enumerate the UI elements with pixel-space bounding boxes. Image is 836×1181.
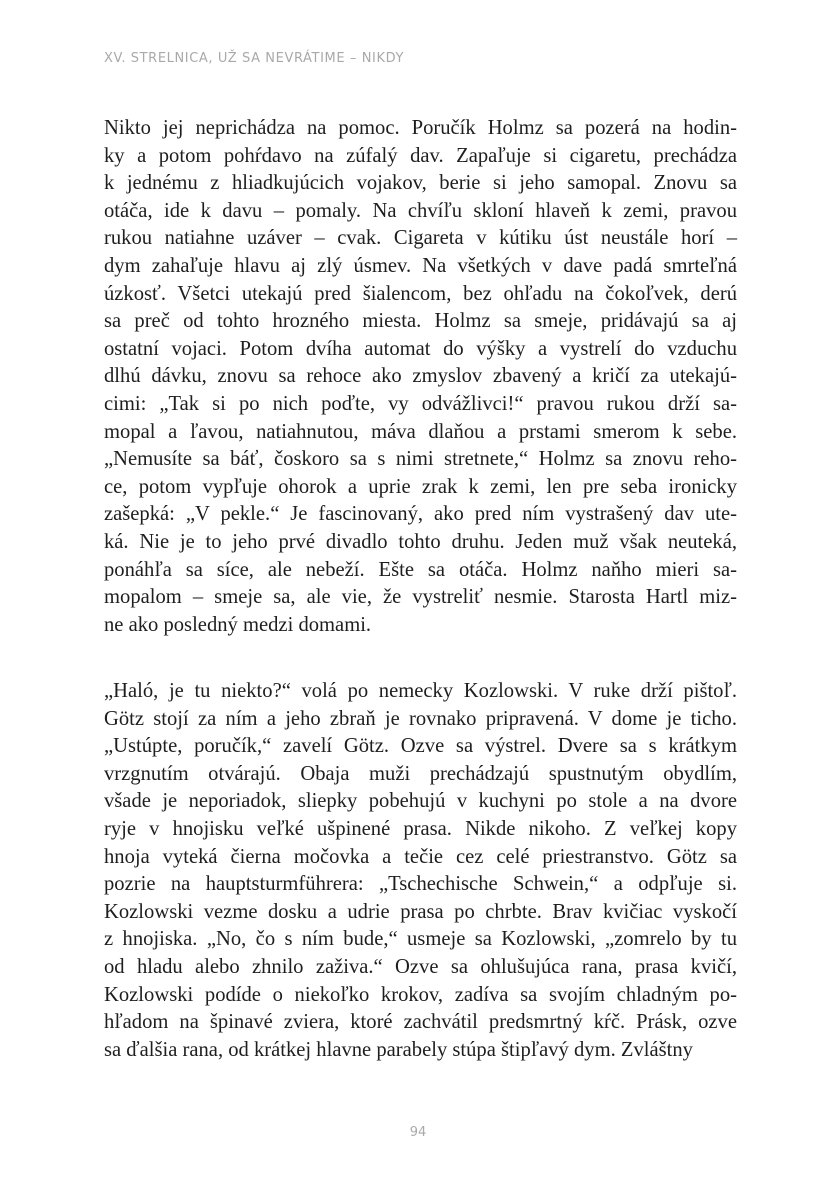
paragraph-1	[104, 115, 737, 639]
running-head: XV. STRELNICA, UŽ SA NEVRÁTIME – NIKDY	[104, 51, 405, 66]
text-line: ryje v hnojisku veľké ušpinené prasa. Nikde nikoho. Z veľkej kopy	[104, 817, 737, 840]
text-line: úzkosť. Všetci utekajú pred šialencom, bez ohľadu na čokoľvek, derú	[104, 282, 737, 305]
text-line: „Haló, je tu niekto?“ volá po nemecky Kozlowski. V ruke drží pištoľ.	[104, 680, 737, 702]
text-line: „Nemusíte sa báť, čoskoro sa s nimi stretnete,“ Holmz sa znovu reho-	[104, 448, 737, 471]
page-number: 94	[409, 1125, 427, 1140]
text-line: hľadom na špinavé zviera, ktoré zachvátil predsmrtný kŕč. Prásk, ozve	[104, 1011, 737, 1034]
text-line: ky a potom pohŕdavo na zúfalý dav. Zapaľuje si cigaretu, prechádza	[104, 144, 737, 167]
paragraph-2	[104, 678, 737, 1064]
text-line: k jednému z hliadkujúcich vojakov, berie si jeho samopal. Znovu sa	[104, 172, 737, 195]
text-line: dlhú dávku, znovu sa rehoce ako zmyslov zbavený a kričí za utekajú-	[104, 365, 737, 388]
text-line: hnoja vyteká čierna močovka a tečie cez celé priestranstvo. Götz sa	[104, 845, 737, 868]
text-line: z hnojiska. „No, čo s ním bude,“ usmeje sa Kozlowski, „zomrelo by tu	[104, 928, 737, 951]
text-line: rukou natiahne uzáver – cvak. Cigareta v kútiku úst neustále horí –	[104, 227, 737, 250]
text-line: ká. Nie je to jeho prvé divadlo tohto druhu. Jeden muž však neuteká,	[104, 530, 737, 553]
text-line: cimi: „Tak si po nich poďte, vy odvážlivci!“ pravou rukou drží sa-	[104, 392, 737, 415]
text-line: ostatní vojaci. Potom dvíha automat do výšky a vystrelí do vzduchu	[104, 337, 737, 360]
text-line: Kozlowski vezme dosku a udrie prasa po chrbte. Brav kvičiac vyskočí	[104, 900, 737, 923]
text-line: Nikto jej neprichádza na pomoc. Poručík Holmz sa pozerá na hodin-	[104, 117, 737, 139]
text-line: vrzgnutím otvárajú. Obaja muži prechádzajú spustnutým obydlím,	[104, 762, 737, 785]
text-line: ce, potom vypľuje ohorok a uprie zrak k zemi, len pre seba ironicky	[104, 475, 737, 498]
text-line: „Ustúpte, poručík,“ zavelí Götz. Ozve sa výstrel. Dvere sa s krátkym	[104, 735, 737, 758]
text-line: zašepká: „V pekle.“ Je fascinovaný, ako pred ním vystrašený dav ute-	[104, 503, 737, 526]
text-line: Götz stojí za ním a jeho zbraň je rovnako pripravená. V dome je ticho.	[104, 707, 737, 730]
text-line: ne ako posledný medzi domami.	[104, 613, 372, 636]
text-line: sa ďalšia rana, od krátkej hlavne parabely stúpa štipľavý dym. Zvláštny	[104, 1038, 693, 1061]
text-line: mopalom – smeje sa, ale vie, že vystreliť nesmie. Starosta Hartl miz-	[104, 586, 737, 609]
text-line: Kozlowski podíde o niekoľko krokov, zadíva sa svojím chladným po-	[104, 983, 737, 1006]
text-line: otáča, ide k davu – pomaly. Na chvíľu skloní hlaveň k zemi, pravou	[104, 199, 737, 222]
text-line: mopal a ľavou, natiahnutou, máva dlaňou a prstami smerom k sebe.	[104, 420, 737, 443]
text-line: sa preč od tohto hrozného miesta. Holmz sa smeje, pridávajú sa aj	[104, 310, 737, 333]
text-line: dym zahaľuje hlavu aj zlý úsmev. Na všetkých v dave padá smrteľná	[104, 254, 737, 277]
text-line: ponáhľa sa síce, ale nebeží. Ešte sa otáča. Holmz naňho mieri sa-	[104, 558, 737, 581]
text-line: pozrie na hauptsturmführera: „Tschechische Schwein,“ a odpľuje si.	[104, 873, 737, 896]
text-line: všade je neporiadok, sliepky pobehujú v kuchyni po stole a na dvore	[104, 790, 737, 813]
text-line: od hladu alebo zhnilo zaživa.“ Ozve sa ohlušujúca rana, prasa kvičí,	[104, 955, 737, 978]
